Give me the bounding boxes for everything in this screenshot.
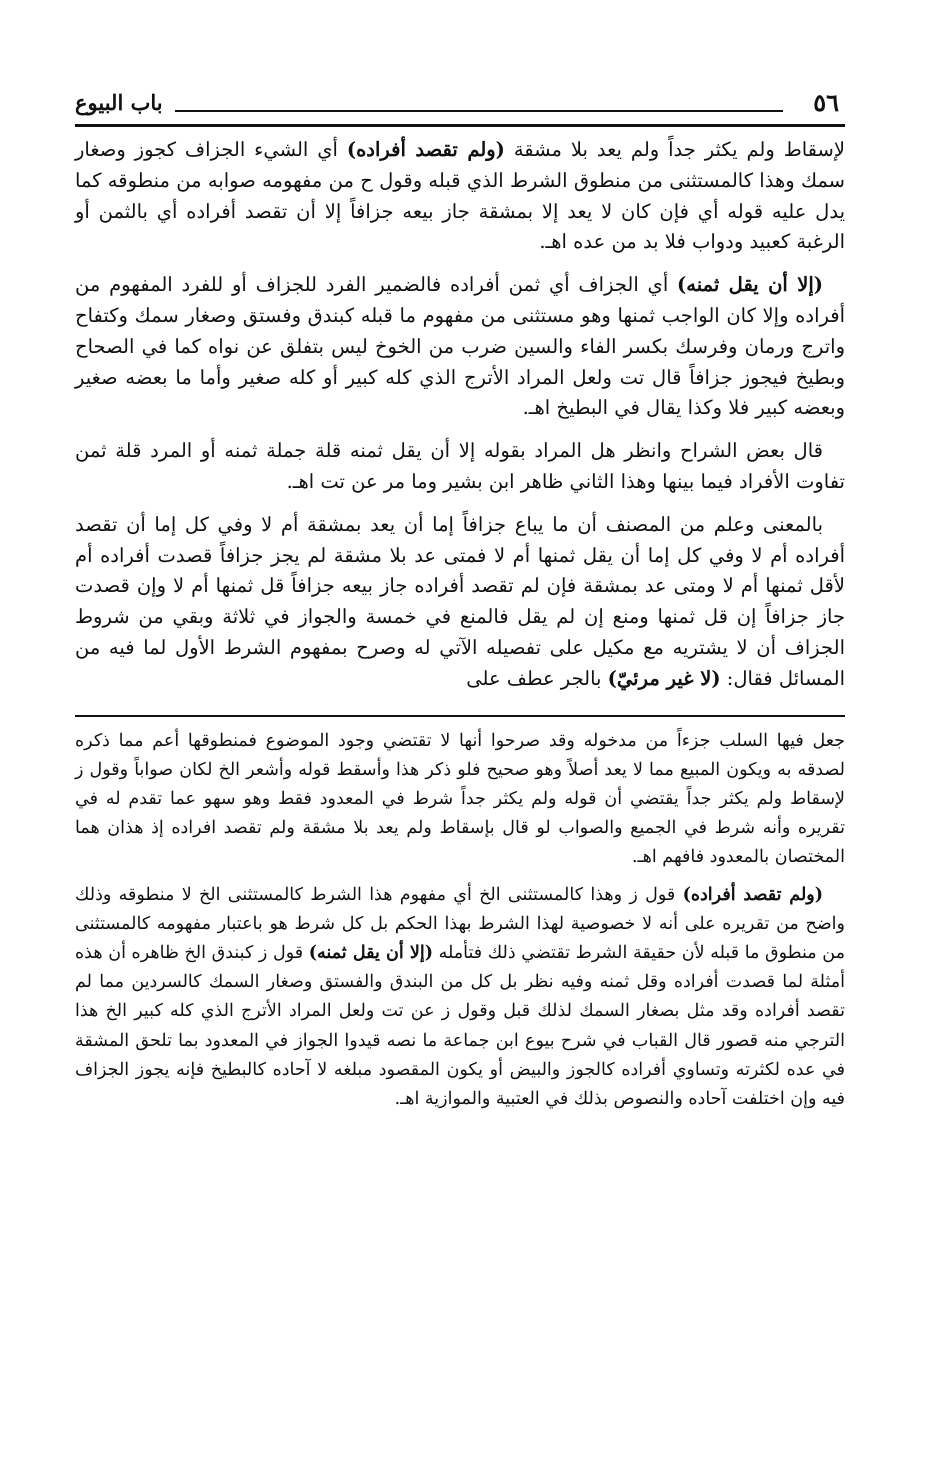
page-header — [75, 88, 845, 124]
page-number: ٥٦ — [813, 88, 839, 117]
header-rule — [175, 110, 783, 112]
main-paragraph-4: بالمعنى وعلم من المصنف أن ما يباع جزافاً إما أن يعد بمشقة أم لا وفي كل إما أن تقصد أفراده أم لا وفي كل إما أن يقل ثمنها أم لا فمتى عد بلا مشقة لم يجز جزافاً قصدت أفراده أم لأقل ثمنها أم لا ومتى عد بمشقة فإن لم تقصد أفراده جاز بيعه جزافاً قل ثمنها أم لا وإن قصدت جاز جزافاً إن قل ثمنها ومنع إن لم يقل فالمنع في خمسة والجواز في ثلاثة وبقي من شروط الجزاف أن لا يشتريه مع مكيل على تفصيله الآتي له وصرح بمفهوم الشرط الأول لما فيه من المسائل فقال: (لا غير مرئيّ) بالجر عطف على — [75, 512, 845, 690]
bold-phrase: (إلا أن يقل ثمنه) — [677, 273, 823, 297]
book-page — [75, 88, 845, 1122]
footnote-rule — [75, 715, 845, 717]
running-title: باب البيوع — [75, 90, 163, 115]
header-thick-rule — [75, 124, 845, 127]
bold-phrase: (لا غير مرئيّ) — [607, 666, 721, 690]
main-paragraph-3: قال بعض الشراح وانظر هل المراد بقوله إلا أن يقل ثمنه قلة جملة ثمنه أو المرد قلة ثمن تفاوت الأفراد فيما بينها وهذا الثاني ظاهر ابن بشير وما مر عن تت اهـ. — [75, 439, 845, 493]
main-paragraph-1: لإسقاط ولم يكثر جداً ولم يعد بلا مشقة (ولم تقصد أفراده) أي الشيء الجزاف كجوز وصغار سمك وهذا كالمستثنى من منطوق الشرط الذي قبله وقول ح من مفهومه صوابه من منطوقه كما يدل عليه قوله أي فإن كان لا يعد إلا بمشقة جاز بيعه جزافاً إلا أن تقصد أفراده أي بالثمن أو الرغبة كعبيد ودواب فلا بد من عده اهـ. — [75, 138, 845, 254]
note-paragraph-2: (ولم تقصد أفراده) قول ز وهذا كالمستثنى الخ أي مفهوم هذا الشرط كالمستثنى الخ لا منطوقه وذلك واضح من تقريره على أنه لا خصوصية لهذا الشرط بهذا الحكم بل كل شرط هو باعتبار مفهومه كالمستثنى من منطوق ما قبله لأن حقيقة الشرط تقتضي ذلك فتأمله (إلا أن يقل ثمنه) قول ز كبندق الخ ظاهره أن هذه أمثلة لما قصدت أفراده وقل ثمنه وفيه نظر بل كل من البندق والفستق وصغار السمك كالسردين مما لم تقصد أفراده وقد مثل بصغار السمك لذلك قبل وقول ز عن تت ولعل المراد الأترج الذي كله كبير الخ هذا الترجي منه قصور قال القباب في شرح بيوع ابن جماعة ما نصه قيدوا الجواز في المعدود بما تلحق المشقة في عده لكثرته وتساوي أفراده كالجوز والبيض أو يكون المقصود مبلغه لا آحاده كالبطيخ فإنه يجوز الجزاف فيه وإن اختلفت آحاده والنصوص بذلك في العتبية والموازية اهـ. — [75, 884, 845, 1109]
bold-phrase: (إلا أن يقل ثمنه) — [308, 942, 433, 963]
bold-phrase: (ولم تقصد أفراده) — [346, 138, 505, 161]
main-paragraph-2: (إلا أن يقل ثمنه) أي الجزاف أي ثمن أفراده فالضمير الفرد للجزاف أو للفرد المفهوم من أفراده وإلا كان الواجب ثمنها وهو مستثنى من مفهوم ما قبله كبندق وفستق وصغار سمك وكتفاح واترج ورمان وفرسك بكسر الفاء والسين ضرب من الخوخ ليس بتفلق عن نواه كما في الصحاح وبطيخ فيجوز جزافاً قال تت ولعل المراد الأترج الذي كله كبير أو كله صغير وأما ما بعضه صغير وبعضه كبير فلا وكذا يقال في البطيخ اهـ. — [75, 273, 845, 420]
main-text — [75, 135, 845, 695]
bold-phrase: (ولم تقصد أفراده) — [682, 884, 824, 905]
marginal-notes — [75, 727, 845, 1115]
note-paragraph-1: جعل فيها السلب جزءاً من مدخوله وقد صرحوا أنها لا تقتضي وجود الموضوع فمنطوقها أعم مما ذكره لصدقه به ويكون المبيع مما لا يعد أصلاً وهو صحيح فلو ذكر هذا وأسقط قوله وأشعر الخ لكان صواباً وقول ز لإسقاط ولم يكثر جداً يقتضي أن قوله ولم يكثر جداً شرط في المعدود فقط وهو سهو عما تقدم له في تقريره وأنه شرط في الجميع والصواب لو قال بإسقاط ولم يعد بلا مشقة ولم تقصد افراده إذ هذان هما المختصان بالمعدود فافهم اهـ. — [75, 730, 845, 868]
